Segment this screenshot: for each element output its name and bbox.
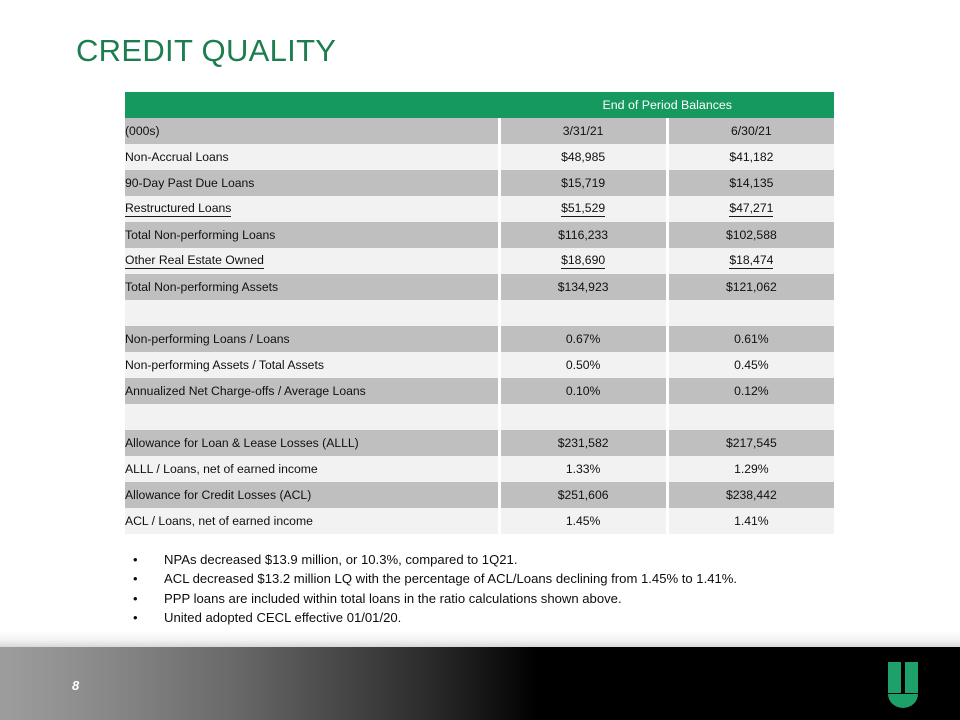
table-head <box>125 92 834 144</box>
row-value: 0.45% <box>669 352 834 378</box>
row-label: Non-performing Loans / Loans <box>125 326 498 352</box>
bullet-text: NPAs decreased $13.9 million, or 10.3%, compared to 1Q21. <box>164 552 518 567</box>
header-corner-cell <box>125 92 498 118</box>
row-value <box>669 248 834 274</box>
footer-light-band <box>0 632 960 647</box>
bullet-text: United adopted CECL effective 01/01/20. <box>164 610 402 626</box>
bullet-item <box>133 589 893 608</box>
credit-quality-table <box>125 92 834 534</box>
row-label: Allowance for Loan & Lease Losses (ALLL) <box>125 430 498 456</box>
row-value: 0.12% <box>669 378 834 404</box>
row-value-text: $18,690 <box>561 253 606 267</box>
row-label: Allowance for Credit Losses (ACL) <box>125 482 498 508</box>
row-value <box>669 300 834 326</box>
row-label <box>125 300 498 326</box>
notes-bullet-list <box>133 550 893 628</box>
table-row <box>125 430 834 456</box>
row-label <box>125 196 498 222</box>
bullet-item <box>133 608 893 627</box>
table-spacer-row <box>125 404 834 430</box>
column-header-period-1: 3/31/21 <box>501 118 666 144</box>
table-row <box>125 326 834 352</box>
row-value-text: $51,529 <box>561 201 606 215</box>
table-column-header-row <box>125 118 834 144</box>
column-header-period-2: 6/30/21 <box>669 118 834 144</box>
row-label <box>125 404 498 430</box>
page-number: 8 <box>72 678 80 693</box>
row-value: $231,582 <box>501 430 666 456</box>
footer-bar <box>0 647 960 720</box>
row-value: $121,062 <box>669 274 834 300</box>
table-row <box>125 222 834 248</box>
table-row <box>125 170 834 196</box>
row-value: $217,545 <box>669 430 834 456</box>
table-row <box>125 196 834 222</box>
row-value: $251,606 <box>501 482 666 508</box>
row-value: 0.61% <box>669 326 834 352</box>
row-value-text: $18,474 <box>729 253 774 267</box>
row-value: 1.41% <box>669 508 834 534</box>
row-label: Total Non-performing Assets <box>125 274 498 300</box>
row-value: 1.33% <box>501 456 666 482</box>
table-row <box>125 248 834 274</box>
row-value <box>501 196 666 222</box>
row-value: $14,135 <box>669 170 834 196</box>
table-row <box>125 456 834 482</box>
table-row <box>125 144 834 170</box>
page-title: CREDIT QUALITY <box>76 33 337 68</box>
row-value: 0.50% <box>501 352 666 378</box>
bullet-marker-icon: • <box>133 552 138 567</box>
row-value: $134,923 <box>501 274 666 300</box>
row-value: $116,233 <box>501 222 666 248</box>
table-body <box>125 144 834 534</box>
table-row <box>125 482 834 508</box>
row-label: 90-Day Past Due Loans <box>125 170 498 196</box>
row-label: ACL / Loans, net of earned income <box>125 508 498 534</box>
row-label <box>125 248 498 274</box>
row-value: $41,182 <box>669 144 834 170</box>
row-label: Total Non-performing Loans <box>125 222 498 248</box>
row-label: ALLL / Loans, net of earned income <box>125 456 498 482</box>
table-spacer-row <box>125 300 834 326</box>
bullet-text: PPP loans are included within total loans in the ratio calculations shown above. <box>164 590 622 606</box>
header-units-label: (000s) <box>125 118 498 144</box>
row-value <box>501 248 666 274</box>
row-label: Non-Accrual Loans <box>125 144 498 170</box>
row-value-text: $47,271 <box>729 201 774 215</box>
row-value <box>669 196 834 222</box>
table-row <box>125 274 834 300</box>
bullet-marker-icon: • <box>133 571 138 587</box>
row-value: 1.29% <box>669 456 834 482</box>
row-label: Non-performing Assets / Total Assets <box>125 352 498 378</box>
row-value: 1.45% <box>501 508 666 534</box>
row-value <box>669 404 834 430</box>
table-header-group-row <box>125 92 834 118</box>
row-value: 0.67% <box>501 326 666 352</box>
row-value: 0.10% <box>501 378 666 404</box>
united-u-logo <box>884 662 924 708</box>
bullet-marker-icon: • <box>133 610 138 626</box>
row-value: $48,985 <box>501 144 666 170</box>
bullet-item <box>133 569 893 588</box>
bullet-text: ACL decreased $13.2 million LQ with the percentage of ACL/Loans declining from 1.45% to 1.41%. <box>164 571 738 587</box>
row-label-text: Restructured Loans <box>125 201 232 215</box>
bullet-marker-icon: • <box>133 590 138 606</box>
row-value <box>501 404 666 430</box>
row-label: Annualized Net Charge-offs / Average Loans <box>125 378 498 404</box>
table-row <box>125 508 834 534</box>
row-label-text: Other Real Estate Owned <box>125 253 264 267</box>
table-row <box>125 378 834 404</box>
bullet-item <box>133 550 893 569</box>
row-value: $238,442 <box>669 482 834 508</box>
row-value <box>501 300 666 326</box>
row-value: $15,719 <box>501 170 666 196</box>
row-value: $102,588 <box>669 222 834 248</box>
header-end-of-period-balances: End of Period Balances <box>501 92 835 118</box>
table-row <box>125 352 834 378</box>
